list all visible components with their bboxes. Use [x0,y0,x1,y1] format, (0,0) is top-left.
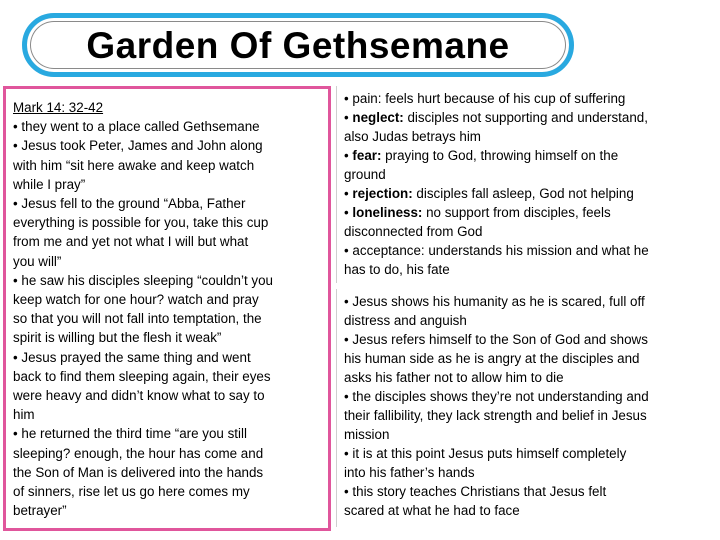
feelings-box [336,86,718,283]
feeling-line: • pain: feels hurt because of his cup of suffering [344,91,626,106]
meaning-line: distress and anguish [344,313,467,328]
passage-line: • he returned the third time “are you still [13,426,247,442]
feeling-line: • rejection: disciples fall asleep, God not helping [344,186,634,201]
feeling-line: • neglect: disciples not supporting and understand, [344,110,648,125]
meaning-line: • this story teaches Christians that Jesus felt [344,484,607,499]
feeling-line: has to do, his fate [344,262,450,277]
feeling-line: • fear: praying to God, throwing himself on the [344,148,619,163]
passage-line: you will” [13,253,62,269]
passage-line: from me and yet not what I will but what [13,234,249,250]
meaning-line: into his father’s hands [344,465,475,480]
feeling-line: • loneliness: no support from disciples, feels [344,205,611,220]
page-title: Garden Of Gethsemane [86,25,510,66]
meaning-line: their fallibility, they lack strength and belief in Jesus [344,408,647,423]
passage-line: keep watch for one hour? watch and pray [13,292,259,308]
passage-line: sleeping? enough, the hour has come and [13,445,264,461]
mark-passage-box [3,86,331,531]
meaning-line: scared at what he had to face [344,503,520,518]
passage-line: • Jesus fell to the ground “Abba, Father [13,196,246,212]
passage-line: spirit is willing but the flesh it weak” [13,330,222,346]
meaning-line: • the disciples shows they’re not understanding and [344,389,649,404]
meaning-line: mission [344,427,390,442]
passage-line: while I pray” [13,176,86,192]
passage-heading: Mark 14: 32-42 [13,100,104,115]
feeling-keyword: acceptance: [352,243,425,258]
passage-line: him [13,407,35,423]
feeling-keyword: rejection: [352,186,413,201]
feeling-line: disconnected from God [344,224,483,239]
passage-line: everything is possible for you, take this cup [13,215,269,231]
passage-line: • Jesus prayed the same thing and went [13,349,251,365]
feeling-keyword: loneliness: [352,205,423,220]
passage-line: so that you will not fall into temptation, the [13,311,262,327]
feeling-line: also Judas betrays him [344,129,481,144]
feeling-line: • acceptance: understands his mission and what he [344,243,649,258]
passage-line: the Son of Man is delivered into the hands [13,464,264,480]
passage-line: back to find them sleeping again, their eyes [13,368,271,384]
passage-line: betrayer” [13,503,67,519]
meaning-line: • it is at this point Jesus puts himself completely [344,446,627,461]
meaning-box [336,289,718,527]
meaning-line: • Jesus shows his humanity as he is scared, full off [344,294,645,309]
feeling-keyword: neglect: [352,110,404,125]
feeling-line: ground [344,167,386,182]
passage-line: of sinners, rise let us go here comes my [13,484,250,500]
passage-line: • Jesus took Peter, James and John along [13,138,263,154]
title-banner [22,13,574,77]
meaning-line: asks his father not to allow him to die [344,370,564,385]
feeling-keyword: pain: [352,91,382,106]
passage-line: • they went to a place called Gethsemane [13,119,260,135]
meaning-line: • Jesus refers himself to the Son of God and shows [344,332,648,347]
passage-line: • he saw his disciples sleeping “couldn’t you [13,272,273,288]
passage-line: with him “sit here awake and keep watch [13,157,255,173]
meaning-line: his human side as he is angry at the disciples and [344,351,640,366]
feeling-keyword: fear: [352,148,382,163]
passage-line: were heavy and didn’t know what to say to [13,388,265,404]
